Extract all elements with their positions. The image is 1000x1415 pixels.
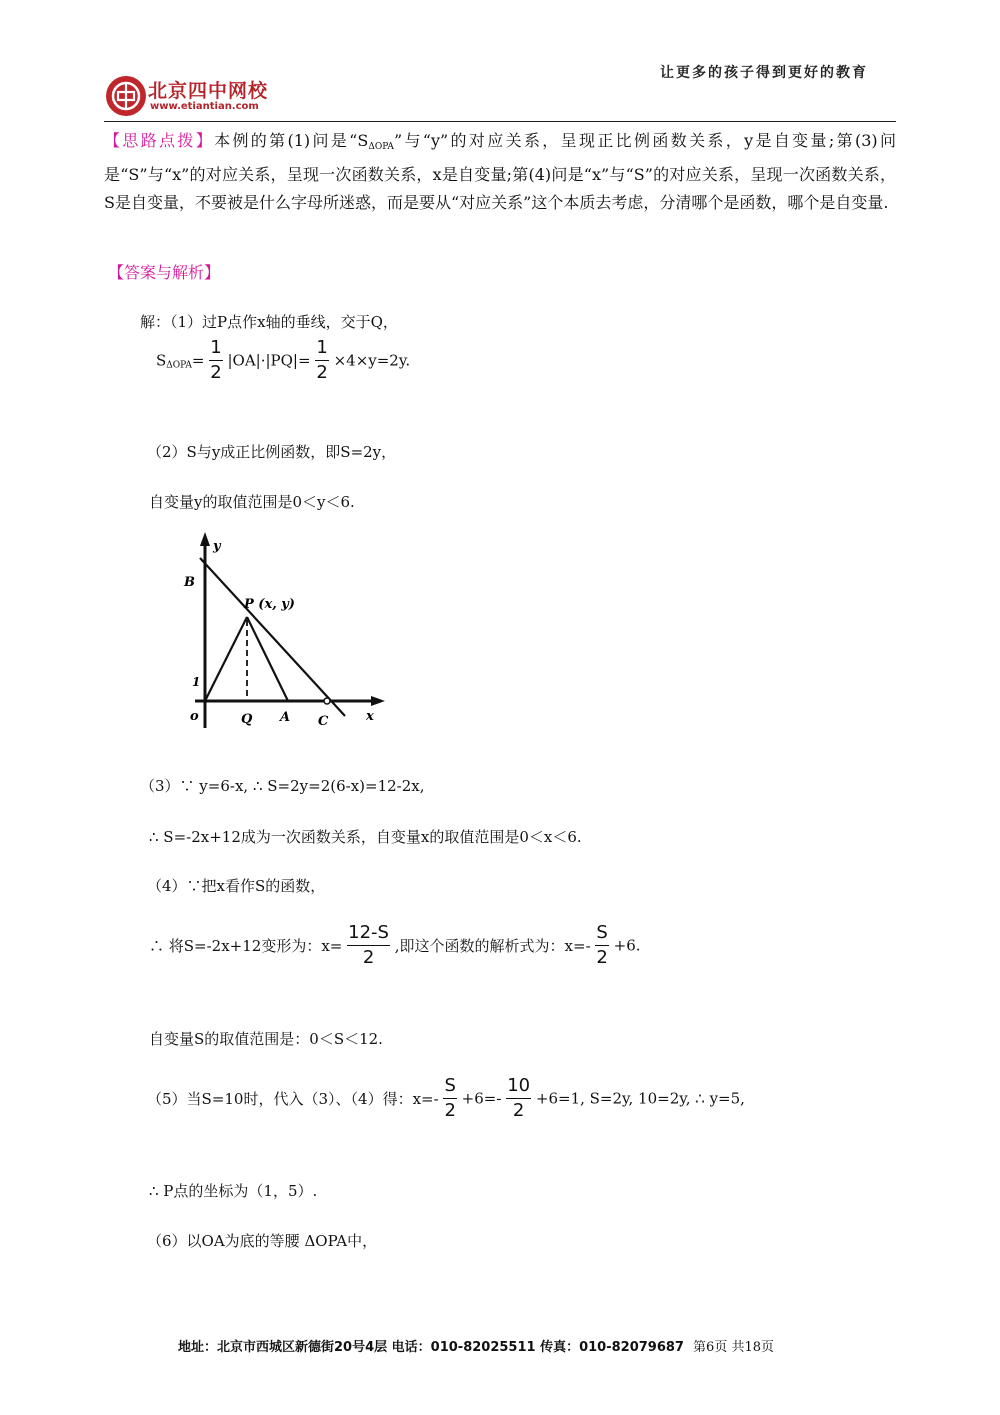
line-bc — [200, 558, 345, 716]
hint-label: 【思路点拨】 — [104, 131, 215, 150]
label-c: C — [318, 714, 329, 729]
fraction-s-half: $\frac{S}{2}$ — [596, 922, 608, 968]
solution-step6: （6）以OA为底的等腰 ΔOPA中， — [147, 1232, 378, 1250]
solution-step5 — [147, 1074, 745, 1123]
solution-transform — [149, 921, 641, 970]
coordinate-figure — [180, 530, 390, 735]
label-q: Q — [241, 712, 253, 727]
solution-range-x: ∴ S=-2x+12成为一次函数关系，自变量x的取值范围是0＜x＜6. — [149, 828, 582, 846]
transform-text-b: ,即这个函数的解析式为：x=- — [394, 937, 591, 955]
transform-text-c: +6. — [613, 936, 641, 955]
point-c — [324, 698, 330, 704]
footer-page-number: 第6页 共18页 — [693, 1340, 774, 1355]
fraction-10-half: $\frac{10}{2}$ — [507, 1075, 531, 1121]
x-axis-arrow-icon — [371, 696, 385, 706]
fraction-12-minus-s: $\frac{12-S}{2}$ — [348, 922, 389, 968]
segment-pa — [247, 617, 288, 701]
hint-subscript: ΔOPA — [368, 142, 394, 152]
step5-text-b: +6=- — [461, 1089, 502, 1108]
hint-text-a: 本例的第(1)问是“S — [214, 131, 369, 150]
solution-range-y: 自变量y的取值范围是0＜y＜6. — [149, 493, 355, 511]
transform-text-a: ∴ 将S=-2x+12变形为：x= — [149, 937, 343, 955]
answer-label: 【答案与解析】 — [108, 263, 221, 282]
solution-range-s: 自变量S的取值范围是：0＜S＜12. — [149, 1030, 383, 1048]
fraction-half-1: $\frac{1}{2}$ — [210, 337, 222, 383]
axis-ticks — [204, 569, 316, 703]
solution-step3: （3）∵ y=6-x, ∴ S=2y=2(6-x)=12-2x, — [140, 777, 425, 795]
y-axis-arrow-icon — [200, 532, 210, 546]
solution-step2: （2）S与y成正比例函数，即S=2y， — [147, 443, 397, 461]
segment-op — [205, 617, 247, 701]
label-y: y — [213, 539, 221, 554]
logo-url: www.etiantian.com — [150, 101, 259, 112]
page-footer — [178, 1336, 774, 1355]
area-subscript: ΔOPA — [166, 360, 192, 371]
solution-step4: （4）∵把x看作S的函数， — [147, 877, 326, 895]
label-1: 1 — [192, 675, 201, 689]
step5-text-a: （5）当S=10时，代入（3）、（4）得：x=- — [147, 1090, 439, 1108]
footer-contact: 地址：北京市西城区新德街20号4层 电话：010-82025511 传真：010-82079687 — [178, 1340, 684, 1355]
solution-point-p: ∴ P点的坐标为（1，5）. — [149, 1182, 318, 1200]
hint-text-b: ”与“y”的对应关系，呈现正比例函数关系，y是自变量;第(3)问是“S”与“x”的对应关系，呈现一次函数关系，x是自变量;第(4)问是“x”与“S”的对应关系，呈现一次函数关系，S是自变量，不要被是什么字母所迷惑，而是要从“对应关系”这个本质去考虑，分清哪个是函数，哪个是自变量. — [104, 131, 896, 212]
label-p: P (x, y) — [244, 597, 295, 612]
area-s: S — [156, 351, 167, 370]
label-b: B — [184, 575, 195, 590]
area-eq: = — [191, 351, 205, 370]
label-a: A — [280, 710, 291, 725]
fraction-half-2: $\frac{1}{2}$ — [316, 337, 328, 383]
label-x: x — [366, 709, 374, 724]
label-o: o — [190, 709, 199, 724]
area-mid: |OA|·|PQ|= — [227, 351, 311, 370]
solution-step1: 解：（1）过P点作x轴的垂线，交于Q， — [140, 313, 398, 331]
fraction-s-half-2: $\frac{S}{2}$ — [444, 1075, 456, 1121]
step5-text-c: +6=1, S=2y, 10=2y, ∴ y=5, — [535, 1089, 745, 1108]
header-slogan: 让更多的孩子得到更好的教育 — [660, 65, 868, 81]
header-divider — [104, 121, 896, 122]
hint-paragraph — [104, 127, 896, 217]
solution-area-formula — [156, 336, 410, 385]
area-end: ×4×y=2y. — [333, 351, 411, 370]
logo-name: 北京四中网校 — [148, 80, 269, 102]
